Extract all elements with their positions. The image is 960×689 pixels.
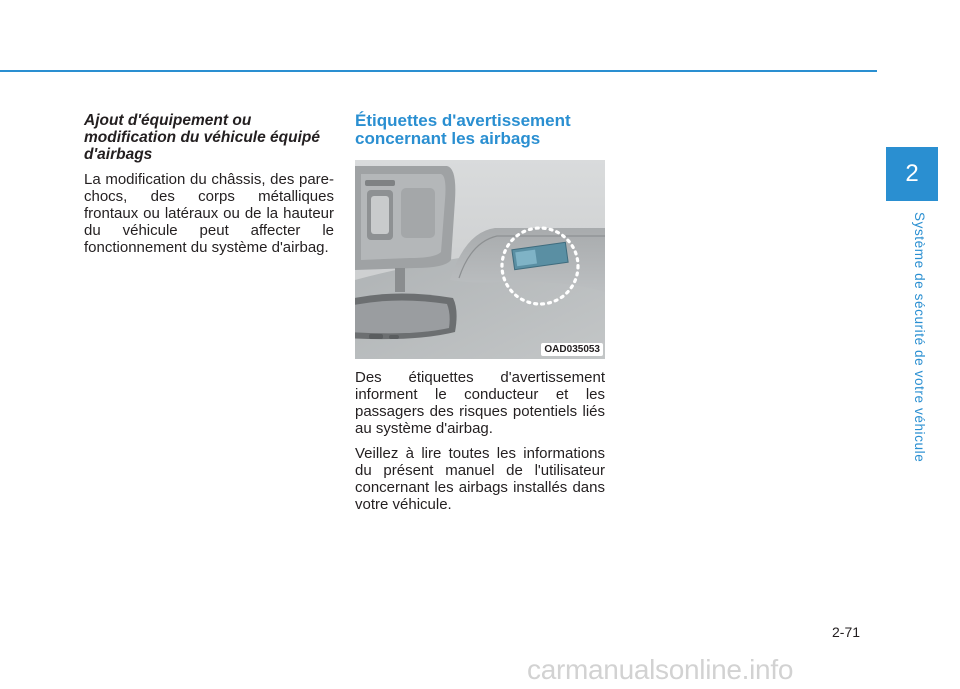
section-subheading: Ajout d'équipement ou modification du véhicule équipé d'airbags: [84, 112, 320, 163]
header-rule: [0, 70, 877, 72]
right-column: [355, 112, 605, 521]
figure-airbag-label: [355, 160, 605, 359]
sun-visor-airbag-label-illustration: [355, 160, 605, 359]
page-number: 2-71: [832, 624, 861, 640]
figure-caption: OAD035053: [541, 343, 603, 356]
body-paragraph: La modification du châssis, des pare-chocs, des corps métalliques frontaux ou latéraux ou de la hauteur du véhicule peut affecter le fonctionnement du système d'airbag.: [84, 171, 334, 256]
left-column: [84, 112, 334, 264]
watermark[interactable]: carmanualsonline.info: [527, 654, 794, 685]
chapter-tab[interactable]: [886, 147, 938, 201]
chapter-title: Système de sécurité de votre véhicule: [912, 212, 927, 463]
body-paragraph-2: Veillez à lire toutes les informations du présent manuel de l'utilisateur concernant les airbags installés dans votre véhicule.: [355, 445, 605, 513]
chapter-number: 2: [905, 160, 919, 187]
section-title: Étiquettes d'avertissement concernant les airbags: [355, 111, 571, 148]
body-paragraph-1: Des étiquettes d'avertissement informent le conducteur et les passagers des risques potentiels liés au système d'airbag.: [355, 369, 605, 437]
